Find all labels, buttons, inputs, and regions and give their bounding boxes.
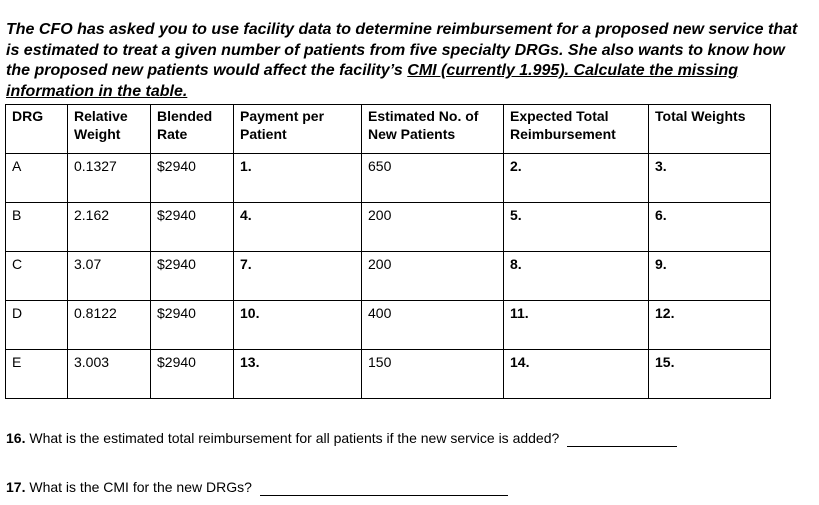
- header-expected-reimbursement: Expected Total Reimbursement: [504, 105, 649, 154]
- payment-cell[interactable]: 7.: [234, 252, 362, 301]
- question-17: [6, 478, 508, 496]
- payment-cell[interactable]: 4.: [234, 203, 362, 252]
- reimbursement-cell[interactable]: 8.: [504, 252, 649, 301]
- table-row: [6, 301, 771, 350]
- table-row: [6, 154, 771, 203]
- intro-paragraph: [6, 20, 806, 102]
- question-16-number: 16.: [6, 430, 26, 446]
- reimbursement-cell[interactable]: 5.: [504, 203, 649, 252]
- table-row: [6, 203, 771, 252]
- drg-table: [5, 104, 771, 399]
- header-drg: DRG: [6, 105, 68, 154]
- question-17-number: 17.: [6, 479, 26, 495]
- header-payment-per-patient: Payment per Patient: [234, 105, 362, 154]
- question-17-text: What is the CMI for the new DRGs?: [29, 479, 252, 495]
- question-16-text: What is the estimated total reimbursement for all patients if the new service is added?: [29, 430, 560, 446]
- question-17-answer-blank[interactable]: [260, 481, 508, 496]
- blended-rate-cell: $2940: [151, 203, 234, 252]
- patients-cell: 200: [362, 203, 504, 252]
- intro-text: The CFO has asked you to use facility data to determine reimbursement for a proposed new service that is estimated to treat a given number of patients from five specialty DRGs. She also wants to know how the proposed new patients would affect the facility’s: [6, 21, 798, 79]
- drg-cell: B: [6, 203, 68, 252]
- header-total-weights: Total Weights: [649, 105, 771, 154]
- table-row: [6, 350, 771, 399]
- header-estimated-patients: Estimated No. of New Patients: [362, 105, 504, 154]
- header-relative-weight: Relative Weight: [68, 105, 151, 154]
- patients-cell: 400: [362, 301, 504, 350]
- patients-cell: 200: [362, 252, 504, 301]
- relative-weight-cell: 3.07: [68, 252, 151, 301]
- reimbursement-cell[interactable]: 14.: [504, 350, 649, 399]
- reimbursement-cell[interactable]: 11.: [504, 301, 649, 350]
- payment-cell[interactable]: 10.: [234, 301, 362, 350]
- reimbursement-cell[interactable]: 2.: [504, 154, 649, 203]
- drg-cell: C: [6, 252, 68, 301]
- relative-weight-cell: 0.1327: [68, 154, 151, 203]
- blended-rate-cell: $2940: [151, 154, 234, 203]
- weights-cell[interactable]: 6.: [649, 203, 771, 252]
- weights-cell[interactable]: 9.: [649, 252, 771, 301]
- relative-weight-cell: 3.003: [68, 350, 151, 399]
- relative-weight-cell: 0.8122: [68, 301, 151, 350]
- relative-weight-cell: 2.162: [68, 203, 151, 252]
- question-16-answer-blank[interactable]: [567, 432, 677, 447]
- patients-cell: 150: [362, 350, 504, 399]
- blended-rate-cell: $2940: [151, 301, 234, 350]
- drg-cell: A: [6, 154, 68, 203]
- blended-rate-cell: $2940: [151, 252, 234, 301]
- weights-cell[interactable]: 12.: [649, 301, 771, 350]
- drg-cell: D: [6, 301, 68, 350]
- drg-cell: E: [6, 350, 68, 399]
- blended-rate-cell: $2940: [151, 350, 234, 399]
- header-blended-rate: Blended Rate: [151, 105, 234, 154]
- question-16: [6, 429, 677, 447]
- patients-cell: 650: [362, 154, 504, 203]
- weights-cell[interactable]: 3.: [649, 154, 771, 203]
- intro-cmi-text: CMI (currently 1.995). Calculate the missing information in the table.: [6, 62, 739, 100]
- payment-cell[interactable]: 1.: [234, 154, 362, 203]
- payment-cell[interactable]: 13.: [234, 350, 362, 399]
- table-header-row: [6, 105, 771, 154]
- table-row: [6, 252, 771, 301]
- weights-cell[interactable]: 15.: [649, 350, 771, 399]
